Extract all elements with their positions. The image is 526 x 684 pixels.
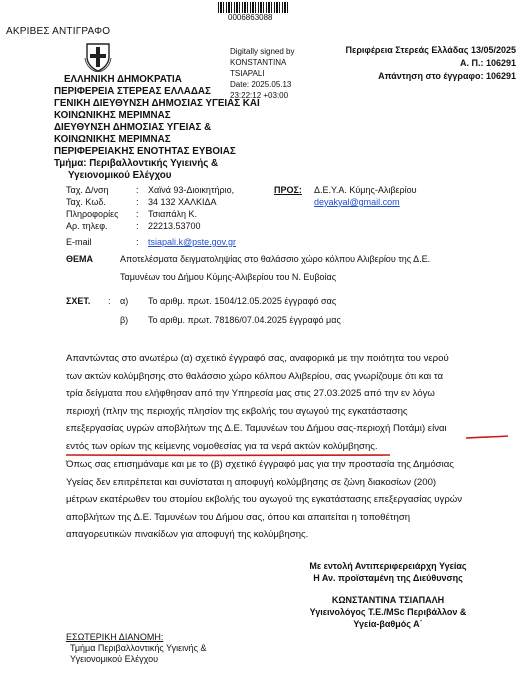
recipient-name: Δ.Ε.Υ.Α. Κύμης-Αλιβερίου <box>314 185 417 195</box>
contact-label: Πληροφορίες <box>66 209 119 219</box>
authority-line: ΕΛΛΗΝΙΚΗ ΔΗΜΟΚΡΑΤΙΑ <box>64 74 182 85</box>
recipient-label: ΠΡΟΣ: <box>274 185 302 195</box>
closing-authority-line: Η Αν. προϊσταμένη της Διεύθυνσης <box>313 573 463 583</box>
subject-label: ΘΕΜΑ <box>66 254 93 264</box>
authority-line: ΚΟΙΝΩΝΙΚΗΣ ΜΕΡΙΜΝΑΣ <box>54 134 171 145</box>
internal-distribution-label: ΕΣΩΤΕΡΙΚΗ ΔΙΑΝΟΜΗ: <box>66 632 164 642</box>
reference-marker: β) <box>120 315 129 325</box>
protocol-reply-to: Απάντηση στο έγγραφο: 106291 <box>378 71 516 81</box>
certified-copy-label: ΑΚΡΙΒΕΣ ΑΝΤΙΓΡΑΦΟ <box>6 26 111 37</box>
authority-line: Τμήμα: Περιβαλλοντικής Υγιεινής & <box>54 158 219 169</box>
signatory-title: Υγιεινολόγος Τ.Ε./MSc Περιβάλλον & <box>309 607 467 617</box>
references-sep: : <box>108 296 111 306</box>
barcode-number: 0006863088 <box>228 13 273 22</box>
authority-line: ΠΕΡΙΦΕΡΕΙΑ ΣΤΕΡΕΑΣ ΕΛΛΑΔΑΣ <box>54 86 211 97</box>
authority-line: ΠΕΡΙΦΕΡΕΙΑΚΗΣ ΕΝΟΤΗΤΑΣ ΕΥΒΟΙΑΣ <box>54 146 236 157</box>
closing-authority-line: Με εντολή Αντιπεριφερειάρχη Υγείας <box>309 561 467 571</box>
contact-value: 34 132 ΧΑΛΚΙΔΑ <box>148 197 217 207</box>
body-line: Υγείας δεν επιτρέπεται και συνίσταται η αποφυγή κολύμβησης σε ζώνη διακοσίων (200) <box>66 476 437 488</box>
contact-label: E-mail <box>66 237 92 247</box>
contact-value: Τσιαπάλη Κ. <box>148 209 198 219</box>
authority-line: Υγειονομικού Ελέγχου <box>68 170 172 181</box>
contact-label: Ταχ. Δ/νση <box>66 185 109 195</box>
contact-label: Ταχ. Κωδ. <box>66 197 106 207</box>
signature-line: TSIAPALI <box>230 69 265 78</box>
authority-line: ΚΟΙΝΩΝΙΚΗΣ ΜΕΡΙΜΝΑΣ <box>54 110 171 121</box>
contact-value: Χαϊνά 93-Διοικητήριο, <box>148 185 235 195</box>
contact-sep: : <box>136 185 139 195</box>
closing-block <box>270 560 506 630</box>
contact-sep: : <box>136 221 139 231</box>
contact-sep: : <box>136 197 139 207</box>
protocol-number: Α. Π.: 106291 <box>459 58 516 68</box>
signature-line: Date: 2025.05.13 <box>230 80 292 89</box>
contact-email-link[interactable]: tsiapali.k@pste.gov.gr <box>148 237 237 247</box>
reference-text: Το αριθμ. πρωτ. 78186/07.04.2025 έγγραφό μας <box>148 315 341 325</box>
subject-line: Αποτελέσματα δειγματοληψίας στο θαλάσσιο χώρο κόλπου Αλιβερίου της Δ.Ε. <box>120 254 431 264</box>
signatory-name: ΚΩΝΣΤΑΝΤΙΝΑ ΤΣΙΑΠΑΛΗ <box>331 595 445 605</box>
reference-marker: α) <box>120 296 129 306</box>
subject-line: Ταμυνέων του Δήμου Κύμης-Αλιβερίου του Ν. Ευβοίας <box>120 272 337 282</box>
internal-distribution-line: Υγειονομικού Ελέγχου <box>70 654 159 664</box>
body-line: Όπως σας επισημάναμε και με το (β) σχετικό έγγραφό μας για την προστασία της Δημόσιας <box>66 459 454 470</box>
signature-line: Digitally signed by <box>230 47 295 56</box>
contact-value: 22213.53700 <box>148 221 201 231</box>
body-line: επεξεργασίας υγρών αποβλήτων της Δ.Ε. Ταμυνέων του Δήμου σας-περιοχή Ποτάμι) είναι <box>66 423 447 434</box>
body-line: απαγορευτικών πινακίδων για αποφυγή της κολύμβησης. <box>66 529 309 540</box>
body-paragraph-2 <box>66 456 506 544</box>
body-line: των ακτών κολύμβησης στο θαλάσσιο χώρο κόλπου Αλιβερίου, σας γνωρίζουμε ότι και τα <box>66 370 444 382</box>
signature-line: KONSTANTINA <box>230 58 287 67</box>
authority-line: ΓΕΝΙΚΗ ΔΙΕΥΘΥΝΣΗ ΔΗΜΟΣΙΑΣ ΥΓΕΙΑΣ ΚΑΙ <box>54 98 260 109</box>
body-line: αποβλήτων της Δ.Ε. Ταμυνέων του Δήμου σας, όπου και απαιτείται η τοποθέτηση <box>66 511 411 523</box>
references-label: ΣΧΕΤ. <box>66 296 91 306</box>
internal-distribution-line: Τμήμα Περιβαλλοντικής Υγιεινής & <box>70 643 207 653</box>
signatory-title: Υγεία-βαθμός Α΄ <box>353 619 423 629</box>
contact-sep: : <box>136 209 139 219</box>
signature-line: 23:22:12 +03:00 <box>230 91 289 100</box>
body-line: εντός των ορίων της κείμενης νομοθεσίας για τα νερά ακτών κολύμβησης. <box>66 440 378 452</box>
body-line: τρία δείγματα που ελήφθησαν από την Υπηρεσία μας στις 27.03.2025 από την εν λόγω <box>66 388 435 399</box>
protocol-region-date: Περιφέρεια Στερεάς Ελλάδας 13/05/2025 <box>345 45 516 55</box>
body-line: μέτρων εκατέρωθεν του στομίου εκβολής του αγωγού της εγκατάστασης επεξεργασίας υγρών <box>66 494 463 505</box>
recipient-email-link[interactable]: deyakyal@gmail.com <box>314 197 400 207</box>
internal-distribution <box>66 632 206 665</box>
body-line: Απαντώντας στο ανωτέρω (α) σχετικό έγγραφό σας, αναφορικά με την ποιότητα του νερού <box>66 353 449 364</box>
contact-label: Αρ. τηλεφ. <box>66 221 108 231</box>
body-line: περιοχή (πλην της περιοχής πλησίον της εκβολής του αγωγού της εγκατάστασης <box>66 405 408 417</box>
contact-sep: : <box>136 237 139 247</box>
authority-line: ΔΙΕΥΘΥΝΣΗ ΔΗΜΟΣΙΑΣ ΥΓΕΙΑΣ & <box>54 122 212 133</box>
reference-text: Το αριθμ. πρωτ. 1504/12.05.2025 έγγραφό σας <box>148 296 337 306</box>
